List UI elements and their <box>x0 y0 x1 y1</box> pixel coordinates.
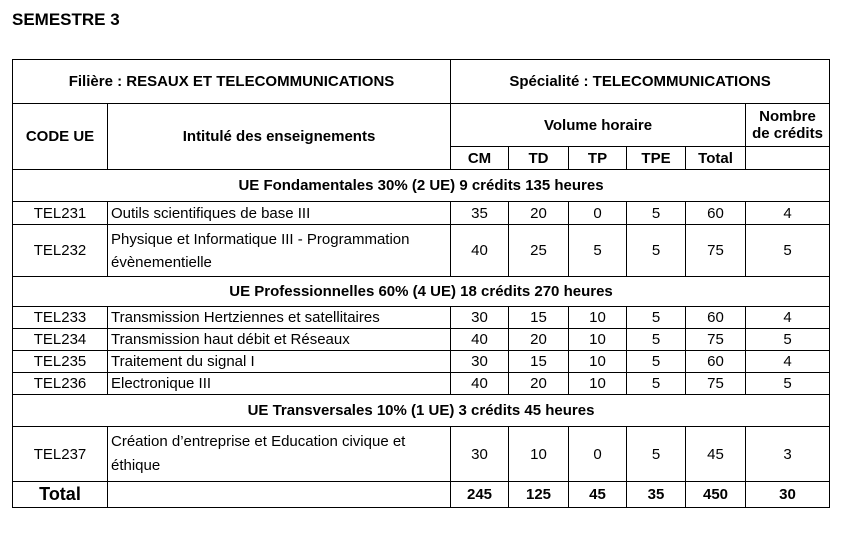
credits-value: 4 <box>746 307 830 329</box>
section-row <box>13 395 830 427</box>
cm-value: 40 <box>451 373 509 395</box>
ue-title: Electronique III <box>108 373 451 395</box>
tp-value: 10 <box>569 351 627 373</box>
tpe-value: 5 <box>627 427 686 482</box>
td-value: 10 <box>509 427 569 482</box>
cm-value: 30 <box>451 427 509 482</box>
tp-value: 5 <box>569 225 627 277</box>
tpe-value: 5 <box>627 329 686 351</box>
section-title: UE Transversales 10% (1 UE) 3 crédits 45 heures <box>13 395 830 427</box>
table-row <box>13 329 830 351</box>
total-tpe: 35 <box>627 482 686 508</box>
table-row <box>13 225 830 277</box>
totals-label: Total <box>13 482 108 508</box>
credits-value: 5 <box>746 373 830 395</box>
credits-value: 4 <box>746 351 830 373</box>
nombre-credits-line2: de crédits <box>752 125 823 142</box>
section-row <box>13 170 830 202</box>
credits-header-blank <box>746 147 830 170</box>
nombre-credits-header <box>746 104 830 147</box>
tp-value: 10 <box>569 329 627 351</box>
td-value: 20 <box>509 202 569 225</box>
table-row <box>13 373 830 395</box>
ue-code: TEL236 <box>13 373 108 395</box>
cm-value: 40 <box>451 225 509 277</box>
ue-code: TEL233 <box>13 307 108 329</box>
col-total-header: Total <box>686 147 746 170</box>
total-cm: 245 <box>451 482 509 508</box>
td-value: 25 <box>509 225 569 277</box>
tpe-value: 5 <box>627 225 686 277</box>
ue-title: Traitement du signal I <box>108 351 451 373</box>
total-td: 125 <box>509 482 569 508</box>
total-hours: 450 <box>686 482 746 508</box>
col-cm-header: CM <box>451 147 509 170</box>
header-row-filiere <box>13 60 830 104</box>
total-value: 60 <box>686 307 746 329</box>
ue-code: TEL234 <box>13 329 108 351</box>
totals-row <box>13 482 830 508</box>
tpe-value: 5 <box>627 307 686 329</box>
semester-title: SEMESTRE 3 <box>12 10 120 29</box>
section-row <box>13 277 830 307</box>
credits-value: 5 <box>746 225 830 277</box>
total-value: 60 <box>686 202 746 225</box>
td-value: 20 <box>509 373 569 395</box>
col-tpe-header: TPE <box>627 147 686 170</box>
ue-code: TEL231 <box>13 202 108 225</box>
total-value: 60 <box>686 351 746 373</box>
total-credits: 30 <box>746 482 830 508</box>
ue-code: TEL237 <box>13 427 108 482</box>
filiere-cell: Filière : RESAUX ET TELECOMMUNICATIONS <box>13 60 451 104</box>
cm-value: 30 <box>451 307 509 329</box>
tpe-value: 5 <box>627 351 686 373</box>
intitule-header: Intitulé des enseignements <box>108 104 451 170</box>
curriculum-table <box>12 59 830 508</box>
table-row <box>13 351 830 373</box>
section-title: UE Fondamentales 30% (2 UE) 9 crédits 135 heures <box>13 170 830 202</box>
td-value: 15 <box>509 307 569 329</box>
totals-blank <box>108 482 451 508</box>
ue-title: Transmission Hertziennes et satellitaires <box>108 307 451 329</box>
nombre-credits-line1: Nombre <box>759 108 816 125</box>
tp-value: 10 <box>569 307 627 329</box>
col-td-header: TD <box>509 147 569 170</box>
volume-horaire-header: Volume horaire <box>451 104 746 147</box>
table-row <box>13 307 830 329</box>
specialite-cell: Spécialité : TELECOMMUNICATIONS <box>451 60 830 104</box>
credits-value: 3 <box>746 427 830 482</box>
table-row <box>13 202 830 225</box>
credits-value: 5 <box>746 329 830 351</box>
ue-title: Création d’entreprise et Education civique et éthique <box>108 427 451 482</box>
tp-value: 0 <box>569 202 627 225</box>
ue-code: TEL232 <box>13 225 108 277</box>
total-value: 45 <box>686 427 746 482</box>
tpe-value: 5 <box>627 373 686 395</box>
code-ue-header: CODE UE <box>13 104 108 170</box>
td-value: 20 <box>509 329 569 351</box>
tpe-value: 5 <box>627 202 686 225</box>
cm-value: 30 <box>451 351 509 373</box>
total-value: 75 <box>686 373 746 395</box>
td-value: 15 <box>509 351 569 373</box>
table-row <box>13 427 830 482</box>
ue-title: Physique et Informatique III - Programmation évènementielle <box>108 225 451 277</box>
total-value: 75 <box>686 225 746 277</box>
tp-value: 10 <box>569 373 627 395</box>
credits-value: 4 <box>746 202 830 225</box>
total-value: 75 <box>686 329 746 351</box>
tp-value: 0 <box>569 427 627 482</box>
cm-value: 40 <box>451 329 509 351</box>
cm-value: 35 <box>451 202 509 225</box>
total-tp: 45 <box>569 482 627 508</box>
header-row-main <box>13 104 830 147</box>
ue-code: TEL235 <box>13 351 108 373</box>
ue-title: Transmission haut débit et Réseaux <box>108 329 451 351</box>
col-tp-header: TP <box>569 147 627 170</box>
ue-title: Outils scientifiques de base III <box>108 202 451 225</box>
section-title: UE Professionnelles 60% (4 UE) 18 crédits 270 heures <box>13 277 830 307</box>
